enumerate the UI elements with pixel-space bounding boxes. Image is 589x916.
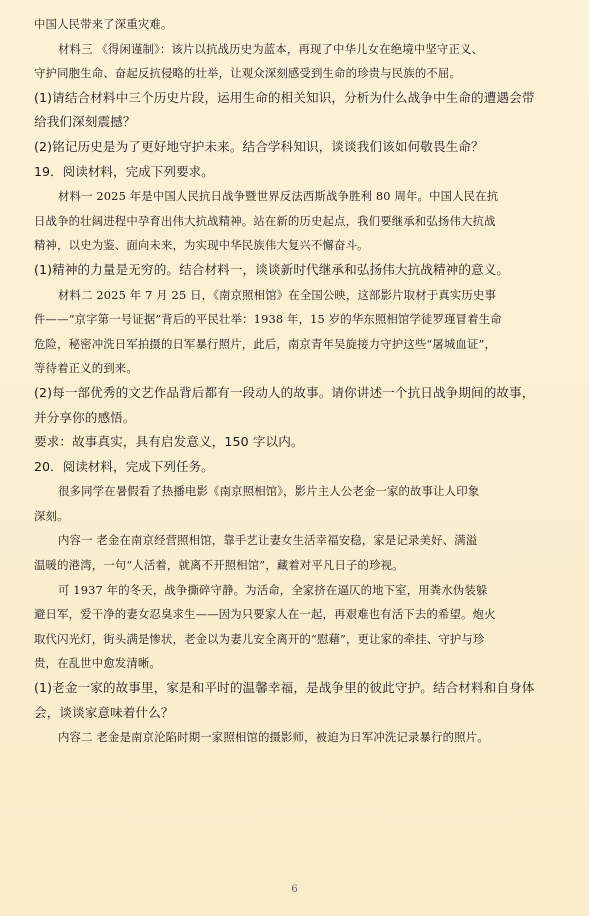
question-line: 会，谈谈家意味着什么？ — [34, 704, 174, 720]
question-line: (1)老金一家的故事里，家是和平时的温馨幸福，是战争里的彼此守护。结合材料和自身体 — [34, 680, 535, 696]
material-line: 很多同学在暑假看了热播电影《南京照相馆》，影片主人公老金一家的故事让人印象 — [58, 484, 480, 499]
page-content — [34, 12, 559, 750]
material-line: 材料二 2025 年 7 月 25 日，《南京照相馆》在全国公映，这部影片取材于真实历史事 — [58, 287, 497, 302]
material-line: 中国人民带来了深重灾难。 — [34, 17, 173, 31]
material-line: 内容一 老金在南京经营照相馆，靠手艺让妻女生活幸福安稳，家是记录美好、满溢 — [58, 533, 478, 548]
question-heading: 20．阅读材料，完成下列任务。 — [34, 458, 214, 474]
material-line: 危险，秘密冲洗日军拍摄的日军暴行照片，此后，南京青年吴旋接力守护这些“屠城血证”， — [34, 336, 497, 351]
material-line: 可 1937 年的冬天，战争撕碎守静。为活命，全家挤在逼仄的地下室，用粪水伪装躲 — [58, 582, 488, 597]
material-line: 温暖的港湾，一句“人活着，就离不开照相馆”，藏着对平凡日子的珍视。 — [34, 558, 404, 573]
material-line: 深刻。 — [34, 508, 69, 523]
material-line: 件——“京字第一号证据”背后的平民壮举：1938 年，15 岁的华东照相馆学徒罗瑾冒着生命 — [34, 312, 502, 327]
material-line: 等待着正义的到来。 — [34, 361, 138, 376]
question-heading: 19．阅读材料，完成下列要求。 — [34, 163, 214, 179]
material-line: 材料三 《得闲谨制》：该片以抗战历史为蓝本，再现了中华儿女在绝境中坚守正义、 — [58, 41, 484, 56]
page-number: 6 — [291, 884, 298, 895]
question-line: 要求：故事真实，具有启发意义，150 字以内。 — [34, 434, 304, 450]
question-line: (1)请结合材料中三个历史片段，运用生命的相关知识，分析为什么战争中生命的遭遇会带 — [34, 89, 535, 105]
question-line: 并分享你的感悟。 — [34, 409, 136, 425]
material-line: 避日军，爱干净的妻女忍臭求生——因为只要家人在一起，再艰难也有活下去的希望。炮火 — [34, 607, 496, 622]
material-line: 守护同胞生命、奋起反抗侵略的壮举，让观众深刻感受到生命的珍贵与民族的不屈。 — [34, 66, 462, 81]
question-line: (1)精神的力量是无穷的。结合材料一，谈谈新时代继承和弘扬伟大抗战精神的意义。 — [34, 261, 510, 277]
question-line: (2)铭记历史是为了更好地守护未来。结合学科知识，谈谈我们该如何敬畏生命？ — [34, 138, 484, 154]
material-line: 材料一 2025 年是中国人民抗日战争暨世界反法西斯战争胜利 80 周年。中国人民在抗 — [58, 189, 499, 204]
question-line: 给我们深刻震撼？ — [34, 114, 136, 130]
material-line: 日战争的壮阔进程中孕育出伟大抗战精神。站在新的历史起点，我们要继承和弘扬伟大抗战 — [34, 213, 496, 228]
material-line: 精神，以史为鉴、面向未来，为实现中华民族伟大复兴不懈奋斗。 — [34, 238, 369, 253]
question-line: (2)每一部优秀的文艺作品背后都有一段动人的故事。请你讲述一个抗日战争期间的故事， — [34, 384, 535, 400]
material-line: 取代闪光灯，街头满是惨状，老金以为妻儿安全离开的“慰藉”，更让家的牵挂、守护与珍 — [34, 631, 485, 646]
material-line: 贵，在乱世中愈发清晰。 — [34, 656, 161, 671]
material-line: 内容二 老金是南京沦陷时期一家照相馆的摄影师，被迫为日军冲洗记录暴行的照片。 — [58, 730, 489, 745]
